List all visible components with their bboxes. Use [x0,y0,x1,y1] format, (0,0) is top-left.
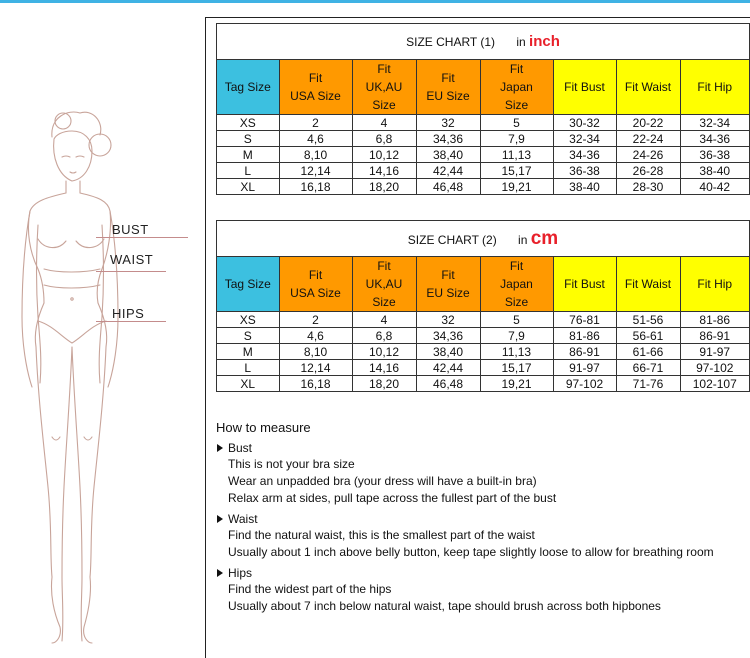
chart-unit: cm [530,228,559,249]
header-row [217,257,749,312]
cell: 4 [352,115,416,131]
cell: 8,10 [279,147,352,163]
size-chart-inch [216,23,750,195]
cell: 38-40 [553,179,616,195]
bust-indicator-line [96,237,188,238]
waist-indicator-line [96,271,166,272]
waist-label: WAIST [110,252,154,267]
col-japan: Fit Japan Size [480,60,553,115]
cell: 4,6 [279,328,352,344]
cell: 38-40 [680,163,749,179]
cell: 22-24 [616,131,680,147]
section-title: Bust [228,440,253,455]
cell: 102-107 [680,376,749,392]
cell: 38,40 [416,344,480,360]
col-japan: Fit Japan Size [480,257,553,312]
table-row [217,360,749,376]
col-tag-size: Tag Size [217,257,279,312]
top-accent-bar [0,0,750,3]
instruction-line: This is not your bra size [228,457,355,471]
cell: 4,6 [279,131,352,147]
cell-tag: S [217,328,279,344]
triangle-bullet-icon [217,444,223,452]
cell: 2 [279,115,352,131]
triangle-bullet-icon [217,515,223,523]
cell-tag: M [217,344,279,360]
cell: 46,48 [416,179,480,195]
cell: 91-97 [553,360,616,376]
cell-tag: XL [217,179,279,195]
section-title: Waist [228,511,258,526]
cell: 86-91 [553,344,616,360]
cell: 56-61 [616,328,680,344]
cell: 30-32 [553,115,616,131]
instruction-line: Usually about 7 inch below natural waist, tape should brush across both hipbones [228,599,661,613]
cell: 8,10 [279,344,352,360]
cell: 32 [416,115,480,131]
col-fit-hip: Fit Hip [680,60,749,115]
cell: 61-66 [616,344,680,360]
cell: 2 [279,312,352,328]
cell: 14,16 [352,163,416,179]
cell: 6,8 [352,328,416,344]
col-eu: Fit EU Size [416,60,480,115]
table-row [217,312,749,328]
instruction-line: Relax arm at sides, pull tape across the fullest part of the bust [228,491,557,505]
cell: 81-86 [553,328,616,344]
cell: 71-76 [616,376,680,392]
cell: 7,9 [480,131,553,147]
cell: 6,8 [352,131,416,147]
cell: 19,21 [480,179,553,195]
chart-unit: inch [529,33,560,50]
section-title: Hips [228,565,253,580]
size-table [217,60,749,194]
table-row [217,115,749,131]
body-figure [0,17,205,657]
size-chart-cm [216,220,750,392]
cell: 5 [480,115,553,131]
cell: 76-81 [553,312,616,328]
cell: 24-26 [616,147,680,163]
cell-tag: XL [217,376,279,392]
cell: 97-102 [553,376,616,392]
table-row [217,163,749,179]
cell-tag: XS [217,312,279,328]
how-to-measure [216,420,750,615]
cell: 28-30 [616,179,680,195]
cell: 51-56 [616,312,680,328]
instruction-line: Find the natural waist, this is the smallest part of the waist [228,528,535,542]
size-table [217,257,749,391]
cell: 16,18 [279,376,352,392]
instruction-line: Find the widest part of the hips [228,582,392,596]
instruction-line: Wear an unpadded bra (your dress will have a built-in bra) [228,474,537,488]
cell: 34-36 [553,147,616,163]
cell: 34-36 [680,131,749,147]
chart-title [217,24,749,60]
cell: 15,17 [480,163,553,179]
chart-unit-prefix: in [518,233,528,247]
cell: 4 [352,312,416,328]
cell: 18,20 [352,376,416,392]
chart-unit-prefix: in [516,35,526,49]
cell: 12,14 [279,360,352,376]
col-tag-size: Tag Size [217,60,279,115]
col-eu: Fit EU Size [416,257,480,312]
cell: 20-22 [616,115,680,131]
table-row [217,147,749,163]
col-uk-au: Fit UK,AU Size [352,60,416,115]
cell: 40-42 [680,179,749,195]
col-uk-au: Fit UK,AU Size [352,257,416,312]
cell-tag: S [217,131,279,147]
cell: 42,44 [416,163,480,179]
cell: 11,13 [480,147,553,163]
cell: 10,12 [352,147,416,163]
cell: 26-28 [616,163,680,179]
cell: 11,13 [480,344,553,360]
cell: 16,18 [279,179,352,195]
col-fit-bust: Fit Bust [553,60,616,115]
header-row [217,60,749,115]
hips-indicator-line [96,321,166,322]
col-fit-waist: Fit Waist [616,60,680,115]
cell: 12,14 [279,163,352,179]
cell: 46,48 [416,376,480,392]
bust-label: BUST [112,222,149,237]
col-usa: Fit USA Size [279,257,352,312]
instruction-line: Usually about 1 inch above belly button, keep tape slightly loose to allow for breathing room [228,545,714,559]
waist-section [216,510,750,561]
cell: 38,40 [416,147,480,163]
measure-heading: How to measure [216,420,311,435]
cell: 14,16 [352,360,416,376]
chart-title-text: SIZE CHART (2) [407,233,497,247]
col-usa: Fit USA Size [279,60,352,115]
cell: 91-97 [680,344,749,360]
cell: 86-91 [680,328,749,344]
table-row [217,344,749,360]
cell: 66-71 [616,360,680,376]
cell: 97-102 [680,360,749,376]
cell-tag: XS [217,115,279,131]
chart-title [217,221,749,257]
table-row [217,179,749,195]
cell: 81-86 [680,312,749,328]
table-row [217,376,749,392]
cell: 19,21 [480,376,553,392]
table-row [217,131,749,147]
col-fit-waist: Fit Waist [616,257,680,312]
hips-label: HIPS [112,306,145,321]
cell: 10,12 [352,344,416,360]
cell: 36-38 [553,163,616,179]
hips-section [216,564,750,615]
body-outline-illustration [0,17,205,657]
cell: 32-34 [553,131,616,147]
bust-section [216,439,750,507]
cell: 18,20 [352,179,416,195]
cell: 32-34 [680,115,749,131]
cell: 7,9 [480,328,553,344]
cell: 36-38 [680,147,749,163]
chart-title-text: SIZE CHART (1) [406,35,496,49]
cell-tag: L [217,163,279,179]
cell: 32 [416,312,480,328]
table-row [217,328,749,344]
cell: 5 [480,312,553,328]
col-fit-bust: Fit Bust [553,257,616,312]
cell-tag: L [217,360,279,376]
cell: 34,36 [416,328,480,344]
cell: 34,36 [416,131,480,147]
triangle-bullet-icon [217,569,223,577]
cell-tag: M [217,147,279,163]
cell: 42,44 [416,360,480,376]
col-fit-hip: Fit Hip [680,257,749,312]
cell: 15,17 [480,360,553,376]
